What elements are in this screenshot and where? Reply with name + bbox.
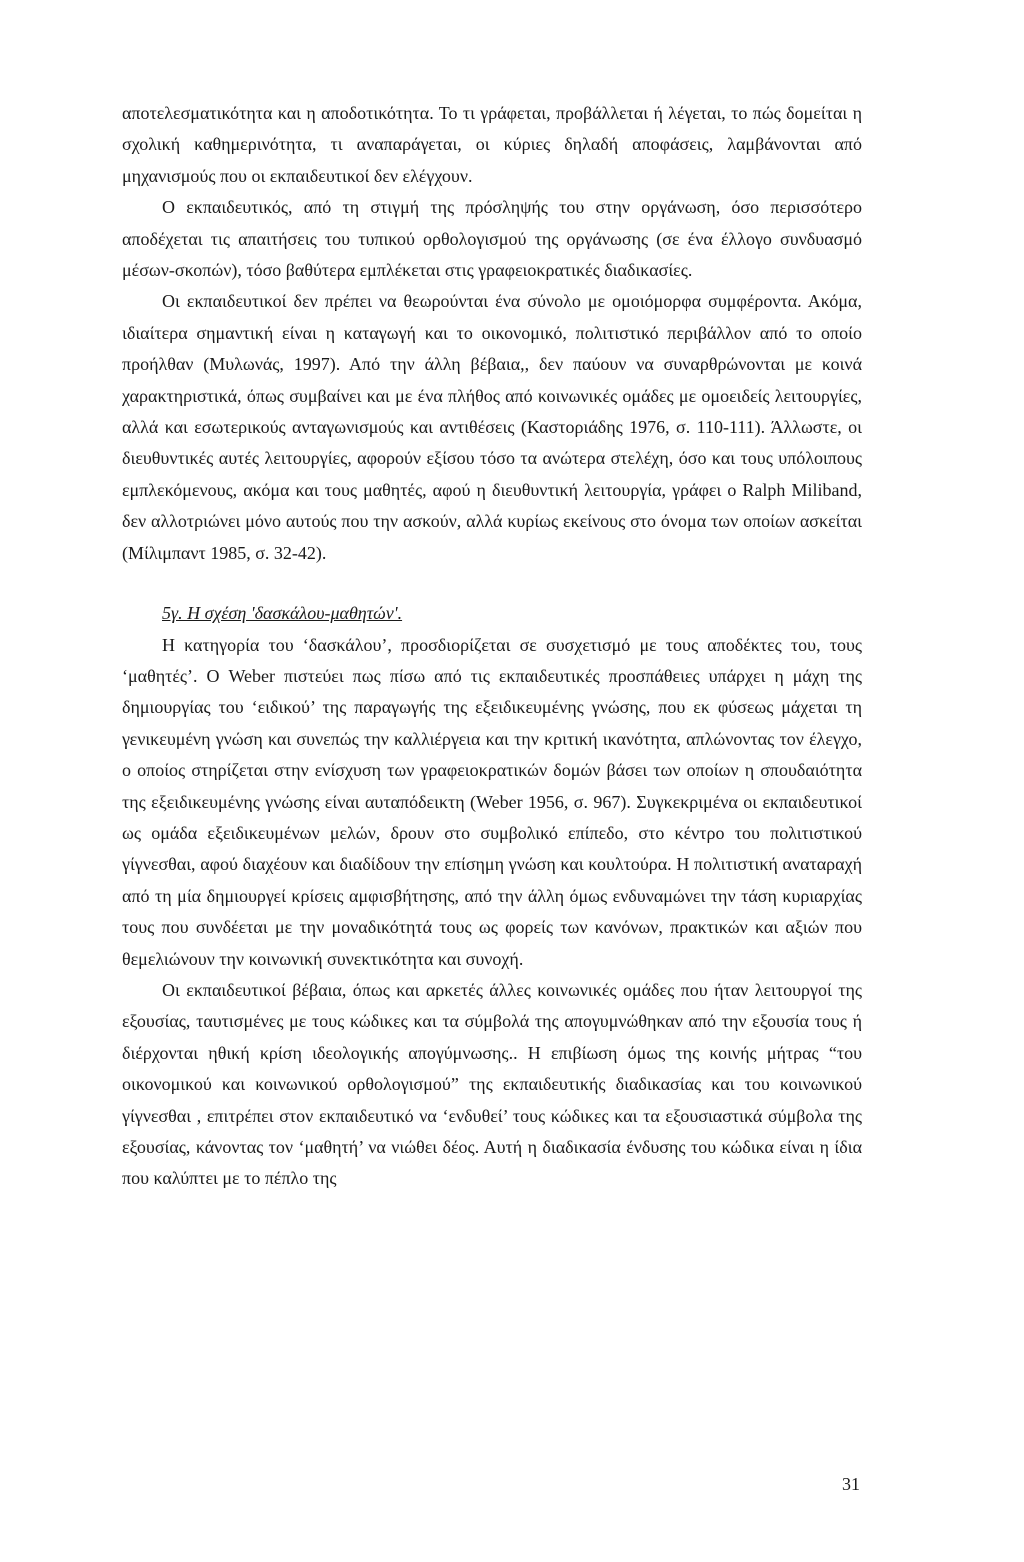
paragraph: Οι εκπαιδευτικοί βέβαια, όπως και αρκετές άλλες κοινωνικές ομάδες που ήταν λειτουργοί της εξουσίας, ταυτισμένες με τους κώδικες και τα σύμβολά της απογυμνώθηκαν από την εξουσία τους ή διέρχονται ηθική κρίση ιδεολογικής απογύμνωσης.. Η επιβίωση όμως της κοινής μήτρας “του οικονομικού και κοινωνικού ορθολογισμού” της εκπαιδευτικής διαδικασίας και του κοινωνικού γίγνεσθαι , επιτρέπει στον εκπαιδευτικό να ‘ενδυθεί’ τους κώδικες και τα εξουσιαστικά σύμβολα της εξουσίας, κάνοντας τον ‘μαθητή’ να νιώθει δέος. Αυτή η διαδικασία ένδυσης του κώδικα είναι η ίδια που καλύπτει με το πέπλο της xyxy=(122,979,862,1189)
section-spacer xyxy=(122,569,862,598)
paragraph-continued: αποτελεσματικότητα και η αποδοτικότητα. Το τι γράφεται, προβάλλεται ή λέγεται, το πώς δομείται η σχολική καθημερινότητα, τι αναπαράγεται, οι κύριες δηλαδή αποφάσεις, λαμβάνονται από μηχανισμούς που οι εκπαιδευτικοί δεν ελέγχουν. xyxy=(122,103,862,186)
paragraph: Η κατηγορία του ‘δασκάλου’, προσδιορίζεται σε συσχετισμό με τους αποδέκτες του, τους ‘μαθητές’. Ο Weber πιστεύει πως πίσω από τις εκπαιδευτικές προσπάθειες υπάρχει η μάχη της δημιουργίας του ‘ειδικού’ της παραγωγής της εξειδικευμένης γνώσης, που εκ φύσεως μάχεται τη γενικευμένη γνώση και συνεπώς την καλλιέργεια και την κριτική ικανότητα, απλώνοντας τον έλεγχο, ο οποίος στηρίζεται στην ενίσχυση των γραφειοκρατικών δομών βάσει των οποίων η σπουδαιότητα της εξειδικευμένης γνώσης είναι αυταπόδεικτη (Weber 1956, σ. 967). Συγκεκριμένα οι εκπαιδευτικοί ως ομάδα εξειδικευμένων μελών, δρουν στο συμβολικό επίπεδο, στο κέντρο του πολιτιστικού γίγνεσθαι, αφού διαχέουν και διαδίδουν την επίσημη γνώση και κουλτούρα. Η πολιτιστική αναταραχή από τη μία δημιουργεί κρίσεις αμφισβήτησης, από την άλλη όμως ενδυναμώνει την τάση κυριαρχίας τους που συνδέεται με την μοναδικότητά τους ως φορείς των κανόνων, πρακτικών και αξιών που θεμελιώνουν την κοινωνική συνεκτικότητα και συνοχή. xyxy=(122,634,862,969)
body-text xyxy=(122,98,862,1195)
paragraph: Ο εκπαιδευτικός, από τη στιγμή της πρόσληψής του στην οργάνωση, όσο περισσότερο αποδέχεται τις απαιτήσεις του τυπικού ορθολογισμού της οργάνωσης (σε ένα έλλογο συνδυασμό μέσων-σκοπών), τόσο βαθύτερα εμπλέκεται στις γραφειοκρατικές διαδικασίες. xyxy=(122,197,862,281)
page-number: 31 xyxy=(842,1474,860,1494)
paragraph: Οι εκπαιδευτικοί δεν πρέπει να θεωρούνται ένα σύνολο με ομοιόμορφα συμφέροντα. Ακόμα, ιδιαίτερα σημαντική είναι η καταγωγή και το οικονομικό, πολιτιστικό περιβάλλον από το οποίο προήλθαν (Μυλωνάς, 1997). Από την άλλη βέβαια,, δεν παύουν να συναρθρώνονται με κοινά χαρακτηριστικά, όπως συμβαίνει και με ένα πλήθος από κοινωνικές ομάδες με ομοειδείς λειτουργίες, αλλά και εσωτερικούς ανταγωνισμούς και αντιθέσεις (Καστοριάδης 1976, σ. 110-111). Άλλωστε, οι διευθυντικές αυτές λειτουργίες, αφορούν εξίσου τόσο τα ανώτερα στελέχη, όσο και τους υπόλοιπους εμπλεκόμενους, ακόμα και τους μαθητές, αφού η διευθυντική λειτουργία, γράφει ο Ralph Miliband, δεν αλλοτριώνει μόνο αυτούς που την ασκούν, αλλά κυρίως εκείνους στο όνομα των οποίων ασκείται (Μίλιμπαντ 1985, σ. 32-42). xyxy=(122,291,862,563)
section-heading: 5γ. Η σχέση 'δασκάλου-μαθητών'. xyxy=(162,603,403,624)
